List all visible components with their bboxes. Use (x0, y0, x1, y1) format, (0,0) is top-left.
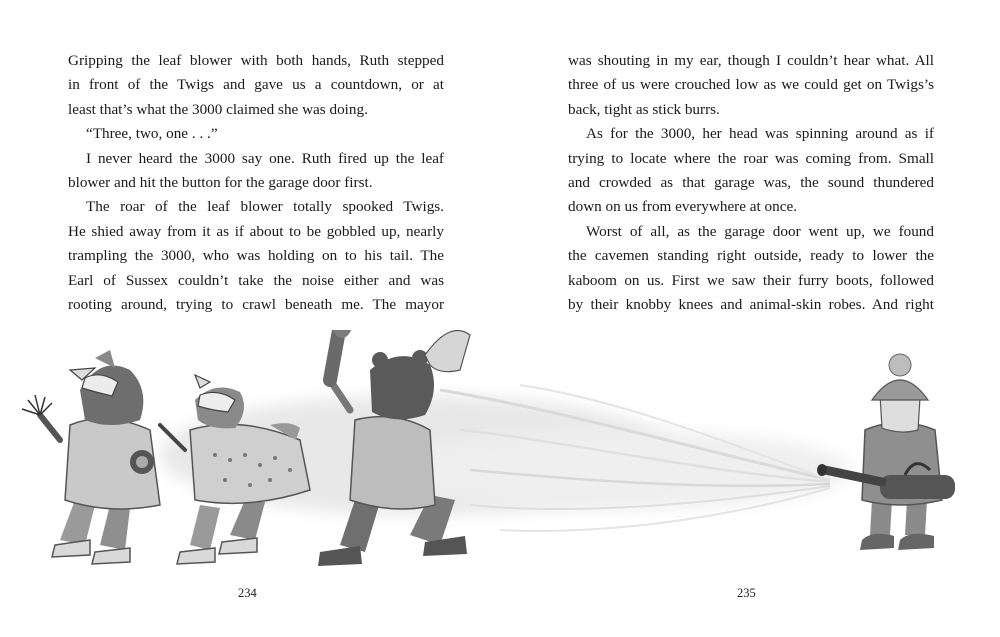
text-line: Gripping the leaf blower with both hands, Ruth stepped (68, 52, 444, 69)
text-line: I never heard the 3000 say one. Ruth fired up the leaf (86, 149, 444, 167)
text-line: “Three, two, one . . .” (86, 125, 218, 143)
text-line: down on us from everywhere at once. (568, 198, 797, 216)
page-number-left: 234 (238, 586, 257, 600)
text-line: by their knobby knees and animal-skin robes. And right (568, 295, 934, 313)
text-line: The roar of the leaf blower totally spooked Twigs. (86, 198, 444, 216)
text-line: least that’s what the 3000 claimed she was doing. (68, 100, 368, 118)
text-line: the cavemen standing right outside, ready to lower the (568, 247, 934, 265)
text-line: and crowded as that garage was, the sound thundered (568, 173, 934, 191)
text-line: trying to locate where the roar was coming from. Small (568, 149, 934, 167)
text-line: As for the 3000, her head was spinning around as if (586, 125, 934, 143)
text-line: in front of the Twigs and gave us a countdown, or at (68, 76, 444, 94)
illustration (0, 330, 1000, 580)
caveman-wolf (22, 350, 160, 564)
text-line: Worst of all, as the garage door went up, we found (586, 222, 934, 240)
right-page-text (568, 49, 934, 317)
text-line: kaboom on us. First we saw their furry boots, followed (568, 271, 934, 289)
text-line: trampling the 3000, who was holding on to his tail. The (68, 247, 444, 265)
text-line: Earl of Sussex couldn’t take the noise either and was (68, 271, 444, 289)
text-line: rooting around, trying to crawl beneath me. The mayor (68, 295, 444, 313)
text-line: was shouting in my ear, though I couldn’t hear what. All (568, 52, 934, 69)
text-line: He shied away from it as if about to be gobbled up, nearly (68, 222, 444, 240)
left-page-text (68, 49, 444, 317)
text-line: blower and hit the button for the garage door first. (68, 173, 373, 191)
text-line: back, tight as stick burrs. (568, 100, 720, 118)
text-line: three of us were crouched low as we could get on Twigs’s (568, 76, 934, 94)
child-with-leaf-blower (817, 354, 955, 550)
page-number-right: 235 (737, 586, 756, 600)
